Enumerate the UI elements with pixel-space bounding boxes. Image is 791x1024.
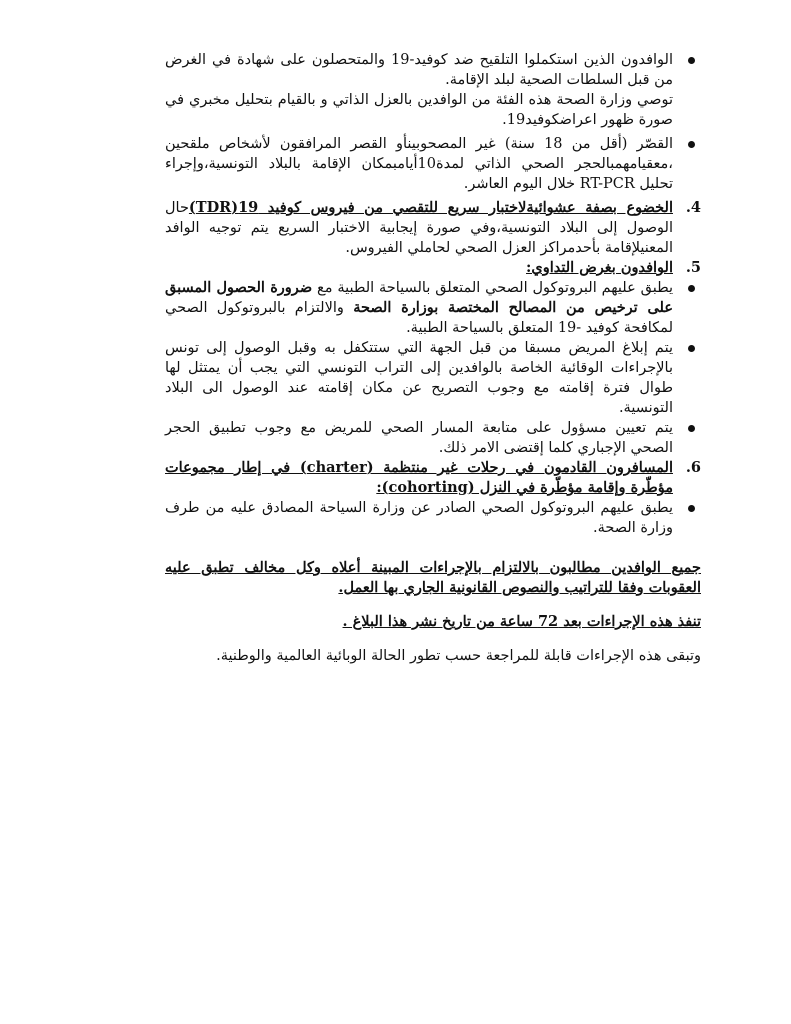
- bullet-icon: [688, 345, 695, 352]
- document-body: [165, 50, 701, 666]
- section-number: 4.: [685, 199, 701, 216]
- list-item: [165, 338, 701, 418]
- section-number: 5.: [685, 259, 701, 276]
- review-notice: وتبقى هذه الإجراءات قابلة للمراجعة حسب تطور الحالة الوبائية العالمية والوطنية.: [216, 648, 701, 664]
- section-title: الوافدون بغرض التداوي:: [526, 259, 673, 276]
- list-item: [165, 50, 701, 130]
- list-item: [165, 498, 701, 538]
- bullet-icon: [688, 141, 695, 148]
- list-item-text: والالتزام بالبروتوكول الصحي لمكافحة كوفيد -19 المتعلق بالسياحة الطبية.: [165, 300, 673, 336]
- section-6: [165, 458, 701, 498]
- section-title: المسافرون القادمون في رحلات غير منتظمة (charter) في إطار مجموعات مؤطّرة وإقامة مؤطّرة في النزل (cohorting):: [165, 459, 673, 496]
- section-number: 6.: [685, 459, 701, 476]
- bullet-icon: [688, 505, 695, 512]
- list-item-text: يطبق عليهم البروتوكول الصحي الصادر عن وزارة السياحة المصادق عليه من طرف وزارة الصحة.: [165, 500, 673, 536]
- list-item-text: يطبق عليهم البروتوكول الصحي المتعلق بالسياحة الطبية مع: [316, 280, 673, 296]
- minors-text: القصّر (أقل من 18 سنة) غير المصحوبينأو القصر المرافقون لأشخاص ملقحين ،معقيامهمبالحجر الصحي الذاتي لمدة10أيامبمكان الإقامة بالبلاد التونسية،وإجراء تحليل RT-PCR خلال اليوم العاشر.: [165, 136, 673, 192]
- list-item: [165, 278, 701, 338]
- section-text: حال الوصول إلى البلاد التونسية،وفي صورة إيجابية الاختبار السريع يتم توجيه الوافد المعنيلإقامة بأحدمراكز العزل الصحي لحاملي الفيروس.: [165, 200, 673, 256]
- effective-date-notice: تنفذ هذه الإجراءات بعد 72 ساعة من تاريخ نشر هذا البلاغ .: [342, 613, 701, 630]
- list-item-text: يتم تعيين مسؤول على متابعة المسار الصحي للمريض مع وجوب تطبيق الحجر الصحي الإجباري كلما إقتضى الامر ذلك.: [165, 420, 673, 456]
- bullet-icon: [688, 425, 695, 432]
- section-title: الخضوع بصفة عشوائيةلاختبار سريع للتقصي من فيروس كوفيد 19(TDR): [188, 199, 673, 216]
- vaccinated-travelers-text: الوافدون الذين استكملوا التلقيح ضد كوفيد-19 والمتحصلون على شهادة في الغرض من قبل السلطات الصحية لبلد الإقامة.: [165, 52, 673, 88]
- vaccinated-travelers-note: توصي وزارة الصحة هذه الفئة من الوافدين بالعزل الذاتي و بالقيام بتحليل مخبري في صورة ظهور اعراضكوفيد19.: [165, 92, 673, 128]
- bullet-icon: [688, 285, 695, 292]
- penalties-notice: جميع الوافدين مطالبون بالالتزام بالإجراءات المبينة أعلاه وكل مخالف تطبق عليه العقوبات وفقا للتراتيب والنصوص القانونية الجاري بها العمل.: [165, 559, 701, 596]
- list-item-text: يتم إبلاغ المريض مسبقا من قبل الجهة التي ستتكفل به وقبل الوصول إلى تونس بالإجراءات الوقائية الخاصة بالوافدين إلى التراب التونسي التي يجب أن يمتثل لها طوال فترة إقامته مع وجوب التصريح عن مكان إقامته عند الوصول الى البلاد التونسية.: [165, 340, 673, 416]
- section-5: [165, 258, 701, 278]
- section-4: [165, 198, 701, 258]
- list-item: [165, 418, 701, 458]
- list-item-emphasis: ضرورة الحصول المسبق على ترخيص من المصالح المختصة بوزارة الصحة: [165, 279, 673, 316]
- list-item: [165, 134, 701, 194]
- bullet-icon: [688, 57, 695, 64]
